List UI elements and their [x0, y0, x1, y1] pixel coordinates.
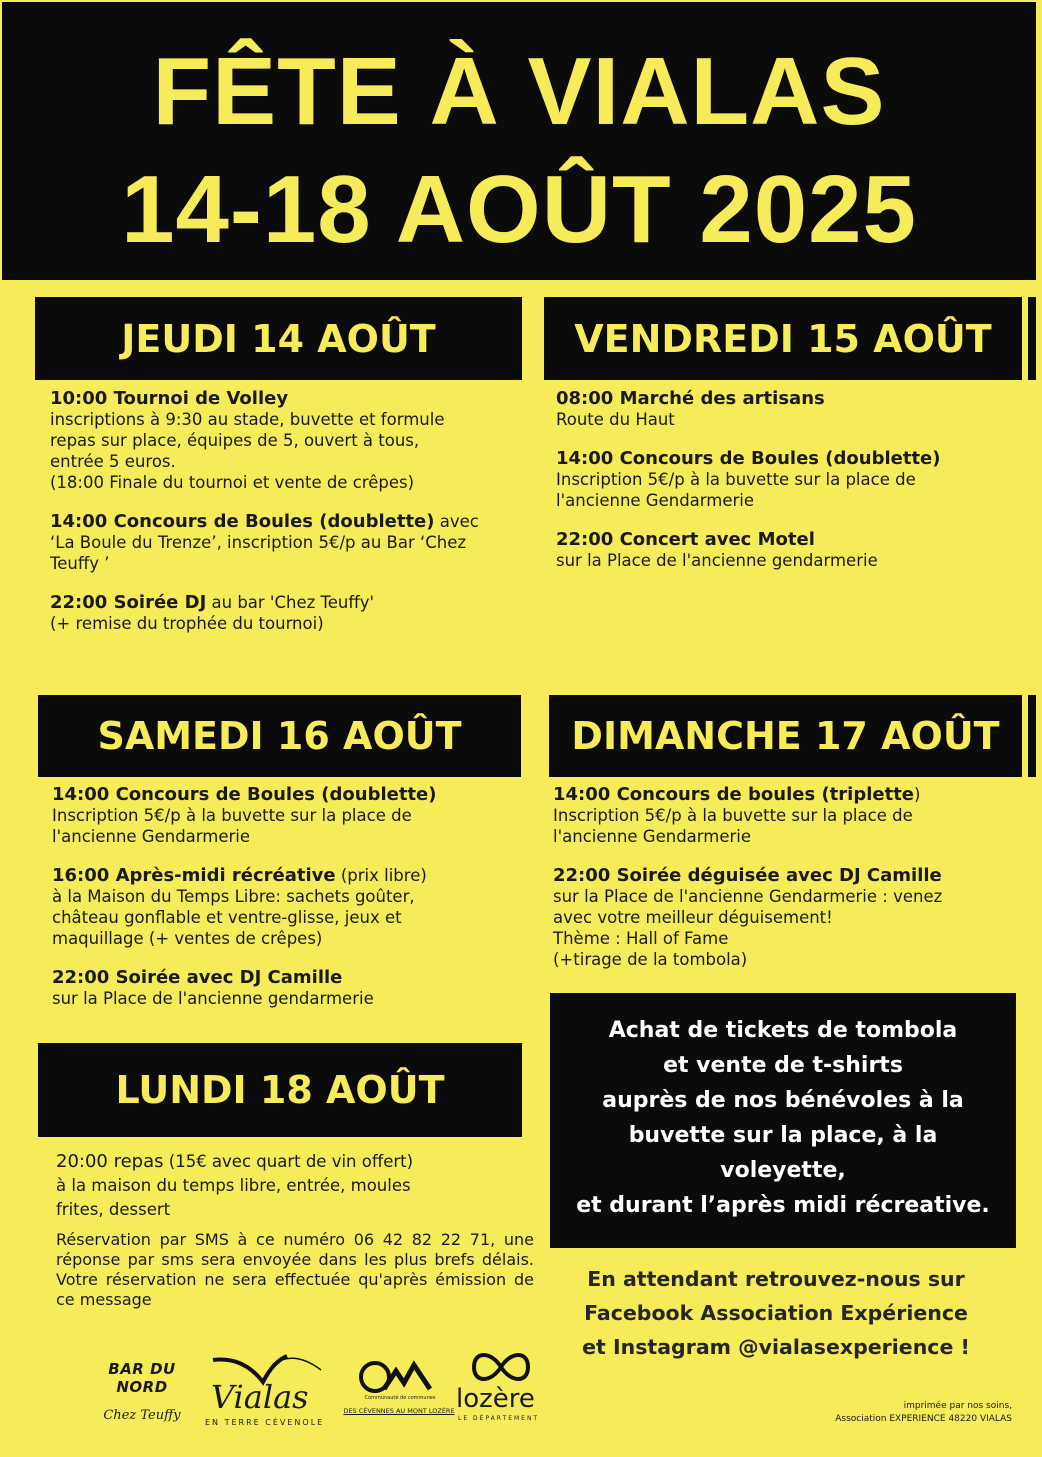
event-item — [50, 592, 520, 634]
event-note: avec — [434, 512, 479, 531]
event-detail: (+ remise du trophée du tournoi) — [50, 614, 324, 633]
follow-line: Facebook Association Expérience — [584, 1301, 968, 1325]
bar-du-nord-logo — [82, 1360, 202, 1423]
logo-text: Vialas — [211, 1378, 309, 1416]
event-title: 20:00 repas — [56, 1151, 164, 1172]
logo-text: LE DÉPARTEMENT — [458, 1415, 540, 1422]
infinity-icon — [456, 1345, 546, 1389]
promo-line: buvette sur la place, à la — [628, 1123, 938, 1148]
day-header-lundi: LUNDI 18 AOÛT — [38, 1043, 522, 1137]
event-detail: (18:00 Finale du tournoi et vente de crêpes) — [50, 473, 415, 492]
event-item — [50, 388, 520, 493]
header-banner — [2, 2, 1036, 280]
lozere-logo — [456, 1345, 556, 1425]
event-item — [52, 967, 522, 1009]
day-header-samedi: SAMEDI 16 AOÛT — [38, 695, 521, 777]
event-item — [556, 388, 1016, 430]
event-title: 22:00 Soirée déguisée avec DJ Camille — [553, 865, 942, 886]
day-header-vendredi: VENDREDI 15 AOÛT — [544, 297, 1022, 380]
cc-mont-lozere-logo — [340, 1355, 458, 1425]
event-note: ) — [914, 785, 921, 804]
edge-bar — [1028, 695, 1036, 777]
event-note: au bar 'Chez Teuffy' — [206, 593, 375, 612]
logo-text: BAR DU NORD — [108, 1360, 176, 1396]
event-detail: l'ancienne Gendarmerie — [556, 491, 755, 510]
promo-line: et vente de t-shirts — [663, 1053, 903, 1078]
event-title: 22:00 Soirée DJ — [50, 592, 207, 613]
event-title: 16:00 Après-midi récréative — [52, 865, 336, 886]
reservation-note: Réservation par SMS à ce numéro 06 42 82 22 71, une réponse par sms sera envoyée dans les plus brefs délais. Votre réservation ne sera effectuée qu'après émission de ce message — [56, 1230, 534, 1309]
logo-text: Communauté de communes — [364, 1395, 436, 1401]
follow-line: et Instagram @vialasexperience ! — [582, 1335, 970, 1359]
event-detail: sur la Place de l'ancienne gendarmerie — [556, 551, 878, 570]
event-detail: (+tirage de la tombola) — [553, 950, 748, 969]
event-detail: inscriptions à 9:30 au stade, buvette et formule — [50, 410, 445, 429]
event-title: 22:00 Concert avec Motel — [556, 529, 815, 550]
event-detail: l'ancienne Gendarmerie — [52, 827, 251, 846]
event-title: 14:00 Concours de Boules (doublette) — [556, 448, 941, 469]
event-detail: Teuffy ’ — [50, 554, 110, 573]
event-item — [52, 784, 522, 847]
day-vendredi-events — [556, 388, 1016, 589]
event-item — [56, 1150, 534, 1222]
event-title: 14:00 Concours de Boules (doublette) — [52, 784, 437, 805]
logo-text: lozère — [456, 1384, 535, 1414]
event-detail: Route du Haut — [556, 410, 675, 429]
event-title: FÊTE À VIALAS — [152, 38, 886, 145]
promo-line: voleyette, — [720, 1158, 846, 1183]
day-dimanche-events — [553, 784, 1023, 988]
promo-line: auprès de nos bénévoles à la — [602, 1088, 964, 1113]
social-follow — [548, 1262, 1004, 1364]
event-detail: maquillage (+ ventes de crêpes) — [52, 929, 323, 948]
day-samedi-events — [52, 784, 522, 1027]
promo-line: Achat de tickets de tombola — [608, 1018, 958, 1043]
event-detail: à la Maison du Temps Libre: sachets goûter, — [52, 887, 415, 906]
event-detail: à la maison du temps libre, entrée, moules — [56, 1176, 411, 1195]
event-detail: entrée 5 euros. — [50, 452, 176, 471]
event-item — [50, 511, 520, 574]
event-title: 10:00 Tournoi de Volley — [50, 388, 289, 409]
event-item — [553, 865, 1023, 970]
event-detail: château gonflable et ventre-glisse, jeux et — [52, 908, 402, 927]
event-title: 14:00 Concours de boules (triplette — [553, 784, 915, 805]
vialas-logo — [203, 1348, 333, 1430]
print-credit — [835, 1400, 1012, 1426]
event-detail: Inscription 5€/p à la buvette sur la place de — [553, 806, 913, 825]
print-line: Association EXPERIENCE 48220 VIALAS — [835, 1414, 1012, 1424]
event-note: (15€ avec quart de vin offert) — [163, 1152, 414, 1171]
event-item — [553, 784, 1023, 847]
event-note: (prix libre) — [335, 866, 427, 885]
print-line: imprimée par nos soins, — [903, 1401, 1012, 1411]
event-detail: sur la Place de l'ancienne Gendarmerie : venez — [553, 887, 943, 906]
event-title: 08:00 Marché des artisans — [556, 388, 825, 409]
edge-bar — [1028, 297, 1036, 380]
logo-text: Chez Teuffy — [103, 1408, 181, 1423]
logo-text: DES CÉVENNES AU MONT LOZÈRE — [343, 1407, 455, 1415]
follow-line: En attendant retrouvez-nous sur — [587, 1267, 965, 1291]
event-detail: avec votre meilleur déguisement! — [553, 908, 833, 927]
event-title: 22:00 Soirée avec DJ Camille — [52, 967, 343, 988]
day-lundi-events — [56, 1150, 534, 1310]
event-title: 14:00 Concours de Boules (doublette) — [50, 511, 435, 532]
event-detail: l'ancienne Gendarmerie — [553, 827, 752, 846]
logo-text: EN TERRE CÉVENOLE — [205, 1418, 325, 1427]
event-item — [52, 865, 522, 949]
event-item — [556, 529, 1016, 571]
event-detail: Thème : Hall of Fame — [553, 929, 729, 948]
event-detail: ‘La Boule du Trenze’, inscription 5€/p au Bar ‘Chez — [50, 533, 467, 552]
mountain-icon — [340, 1355, 458, 1395]
event-detail: Inscription 5€/p à la buvette sur la place de — [556, 470, 916, 489]
tombola-box — [550, 993, 1016, 1248]
event-detail: sur la Place de l'ancienne gendarmerie — [52, 989, 374, 1008]
event-dates: 14-18 AOÛT 2025 — [121, 156, 917, 263]
event-detail: repas sur place, équipes de 5, ouvert à tous, — [50, 431, 420, 450]
day-header-dimanche: DIMANCHE 17 AOÛT — [549, 695, 1022, 777]
promo-line: et durant l’après midi récreative. — [576, 1193, 990, 1218]
day-jeudi-events — [50, 388, 520, 652]
day-header-jeudi: JEUDI 14 AOÛT — [35, 297, 522, 380]
event-detail: frites, dessert — [56, 1200, 171, 1219]
event-item — [556, 448, 1016, 511]
event-detail: Inscription 5€/p à la buvette sur la place de — [52, 806, 412, 825]
